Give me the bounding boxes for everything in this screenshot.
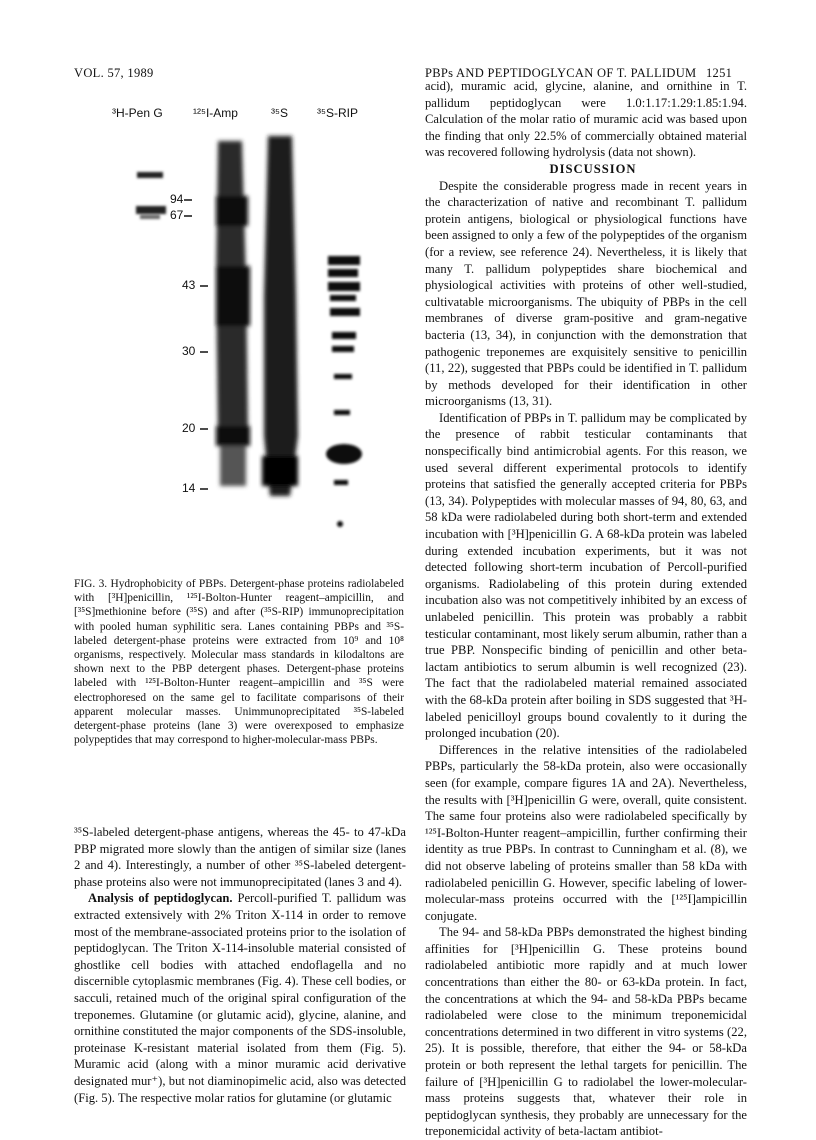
lane-label-2: ¹²⁵I-Amp (193, 106, 238, 120)
left-column (74, 824, 406, 1106)
marker-20: 20 (182, 421, 196, 435)
right-column (425, 78, 747, 1140)
paragraph: Identification of PBPs in T. pallidum may be complicated by the presence of rabbit testicular contaminants that nonspecifically bind antimicrobial agents. For this reason, we used several different experimental protocols to identify proteins that satisfied the generally accepted criteria for PBPs (13, 34). Polypeptides with molecular masses of 94, 80, 63, and 58 kDa were radiolabeled during both short-term and extended incubation with [³H]penicillin G. A 68-kDa protein was labeled during extended incubation experiments, but it was not detected following short-term incubation of Percoll-purified organisms. Radiolabeling of this protein during extended incubation also was not competitively inhibited by an excess of unlabeled penicillin. This protein was probably a rabbit testicular contaminant, most likely serum albumin, rather than a true PBP. Nonspecific binding of penicillin and other beta-lactam antibiotics to serum albumin is well recognized (23). The fact that the radiolabeled material remained associated with the 68-kDa protein after boiling in SDS suggested that ³H-labeled penicilloyl groups bound covalently to it during the prolonged incubation (20). (425, 410, 747, 741)
marker-14: 14 (182, 481, 196, 495)
gel-image (100, 96, 400, 546)
journal-volume: VOL. 57, 1989 (74, 66, 154, 80)
running-title: PBPs AND PEPTIDOGLYCAN OF T. PALLIDUM (425, 66, 697, 80)
paragraph (74, 890, 406, 1106)
paragraph: The 94- and 58-kDa PBPs demonstrated the highest binding affinities for [³H]penicillin G. These proteins bound radiolabeled antibiotic more rapidly and at much lower concentrations than either the 80- or 63-kDa protein. In fact, the concentrations at which the 94- and 58-kDa PBPs became radiolabeled were close to the minimum treponemicidal concentrations determined in two different in vitro systems (22, 25). It is possible, therefore, that either the 94- or 58-kDa protein or both represent the lethal targets for penicillin. The failure of [³H]penicillin G to radiolabel the lower-molecular-mass proteins suggests that, whatever their role in peptidoglycan synthesis, they probably are unnecessary for the treponemicidal activity of beta-lactam antibiot- (425, 925, 747, 1139)
marker-43: 43 (182, 278, 196, 292)
paragraph: Differences in the relative intensities of the radiolabeled PBPs, particularly the 58-kDa protein, also were occasionally seen (for example, compare figures 1A and 2A). Nevertheless, the results with [³H]penicillin G were, overall, quite consistent. The same four proteins also were radiolabeled specifically by ¹²⁵I-Bolton-Hunter reagent–ampicillin, further confirming their identity as true PBPs. In contrast to Cunningham et al. (8), we did not observe labeling of proteins smaller than 58 kDa with radiolabeled penicillin G. However, specific labeling of lower-molecular-mass proteins occurred with the [¹²⁵I]ampicillin conjugate. (425, 742, 747, 923)
figure-caption: FIG. 3. Hydrophobicity of PBPs. Detergent-phase proteins radiolabeled with [³H]penicillin, ¹²⁵I-Bolton-Hunter reagent–ampicillin, and [³⁵S]methionine before (³⁵S) and after (³⁵S-RIP) immunoprecipitation with pooled human syphilitic sera. Lanes containing PBPs and ³⁵S-labeled detergent-phase proteins were extracted from 10⁹ and 10⁸ organisms, respectively. Molecular mass standards in kilodaltons are shown next to the PBP detergent phases. Detergent-phase proteins labeled with ¹²⁵I-Bolton-Hunter reagent–ampicillin and ³⁵S were electrophoresed on the same gel to facilitate comparisons of their apparent molecular masses. Unimmunoprecipitated ³⁵S-labeled detergent-phase proteins (lane 3) were overexposed to emphasize polypeptides that may correspond to higher-molecular-mass PBPs. (74, 578, 404, 747)
lane-label-4: ³⁵S-RIP (317, 106, 358, 120)
discussion-heading: DISCUSSION (549, 161, 637, 176)
section-heading: Analysis of peptidoglycan. (88, 891, 233, 906)
page-number: 1251 (706, 66, 733, 80)
marker-30: 30 (182, 344, 196, 358)
paragraph: acid), muramic acid, glycine, alanine, and ornithine in T. pallidum peptidoglycan were 1.0:1.17:1.29:1.85:1.94. Calculation of the molar ratio of muramic acid was based upon the finding that only 22.5% of commercially obtained material was recovered following hydrolysis (data not shown). (425, 79, 747, 160)
marker-67: 67 (170, 208, 184, 222)
marker-94: 94 (170, 192, 184, 206)
lane-label-1: ³H-Pen G (112, 106, 163, 120)
paragraph: Despite the considerable progress made in recent years in the characterization of native and recombinant T. pallidum protein antigens, biological or physiological functions have been assigned to only a few of the polypeptides of the organism (for a review, see reference 24). Nevertheless, it is likely that many T. pallidum polypeptides share biochemical and physiological activities with proteins of other well-studied, cultivatable microorganisms. The ubiquity of PBPs in the cell membranes of diverse gram-positive and gram-negative bacteria (13, 34), in conjunction with the demonstration that pathogenic treponemes are exquisitely sensitive to penicillin (11, 22), suggested that PBPs could be identified in T. pallidum by methods developed for their identification in other microorganisms (13, 31). (425, 178, 747, 409)
paragraph-text: Percoll-purified T. pallidum was extracted extensively with 2% Triton X-114 in order to remove most of the membrane-associated proteins prior to the isolation of peptidoglycan. The Triton X-114-insoluble material consisted of ghostlike cell bodies with attached endoflagella and no discernible cytoplasmic membranes (Fig. 4). These cell bodies, or sacculi, retained much of the original spiral configuration of the treponemes. Glutamine (or glutamic acid), glycine, alanine, and ornithine constituted the major components of the SDS-insoluble, proteinase K-resistant material isolated from them (Fig. 5). Muramic acid (along with a minor muramic acid derivative designated mur⁺), but not diaminopimelic acid, also was detected (Fig. 5). The respective molar ratios for glutamine (or glutamic (74, 891, 406, 1105)
lane-label-3: ³⁵S (271, 106, 288, 120)
paragraph: ³⁵S-labeled detergent-phase antigens, whereas the 45- to 47-kDa PBP migrated more slowly than the antigen of similar size (lanes 2 and 4). Interestingly, a number of other ³⁵S-labeled detergent-phase proteins also were not immunoprecipitated (lanes 3 and 4). (74, 825, 406, 889)
